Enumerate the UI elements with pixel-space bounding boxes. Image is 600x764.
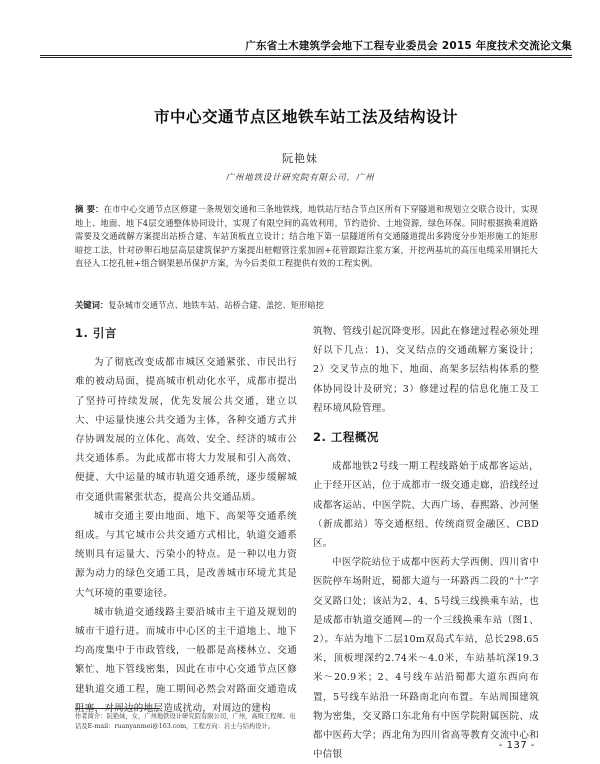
paper-title: 市中心交通节点区地铁车站工法及结构设计 [153,108,458,126]
section-heading-introduction: 1. 引言 [75,326,117,340]
section-heading-project-overview: 2. 工程概况 [313,430,379,445]
author-affiliation: 广州地铁设计研究院有限公司，广州 [225,173,375,183]
keywords-text: 复杂城市交通节点、地铁车站、站桥合建、盖挖、矩形暗挖 [108,300,324,310]
running-header: 广东省土木建筑学会地下工程专业委员会 2015 年度技术交流论文集 [245,40,572,52]
footnote-rule [75,708,160,709]
right-column [313,322,539,764]
page-number: - 137 - [498,740,535,751]
header-rule [40,55,572,58]
overview-paragraph-1: 成都地铁2号线一期工程线路始于成都客运站，止于经开区站，位于成都市一级交通走廊，沿线经过成都客运站、中医学院、大西广场、春熙路、沙河堡（新成都站）等交通枢纽、传统商贸金融区、CBD区。 [313,461,539,550]
keywords-label: 关键词： [75,300,109,310]
intro-paragraph-2: 城市交通主要由地面、地下、高架等交通系统组成。与其它城市公共交通方式相比，轨道交通系统则具有运量大、污染小的特点。是一种以电力资源为动力的绿色交通工具，是改善城市环境尤其是大气环境的重要途径。 [75,510,297,599]
overview-paragraph-2: 中医学院站位于成都中医药大学西侧、四川省中医院停车场附近，蜀都大道与一环路西二段的“十”字交叉路口处；该站为2、4、5号线三线换乘车站，也是成都市轨道交通网—的一个三线换乘车站（图1、2）。车站为地下二层10m双岛式车站，总长298.65米，顶板埋深约2.74米～4.0米，车站基坑深19.3米～20.9米；2、4号线车站沿蜀都大道东西向布置，5号线车站沿一环路南北向布置。车站周围建筑物为密集，交叉路口东北角有中医学院附属医院、成都中医药大学；西北角为四川省高等教育交流中心和中信银 [313,557,539,761]
abstract-label: 摘 要： [75,204,104,214]
abstract-block [75,203,538,271]
intro-paragraph-1: 为了彻底改变成都市城区交通紧张、市民出行难的被动局面，提高城市机动化水平，成都市提出了坚持可持续发展，优先发展公共交通，建立以大、中运量快速公共交通为主体，各种交通方式并存协调发展的立体化、高效、安全、经济的城市公共交通体系。为此成都市将大力发展和引入高效、便捷、大中运量的城市轨道交通系统，逐步缓解城市交通供需紧张状态，提高公共交通品质。 [75,357,297,503]
left-column [75,322,297,718]
abstract-text: 在市中心交通节点区修建一条规划交通和三条地铁线，地铁站厅结合节点区所有下穿隧道和规划立交联合设计，实现地上、地面、地下4层交通整体协同设计，实现了有限空间的高效利用，节约造价、土地资源，绿色环保。同时根据换乘道路需要及交通疏解方案提出站桥合建、车站顶板直立设计；结合地下第一层隧道所有交通隧道提出多跨度分步矩形施工的矩形暗挖工法，针对砂卵石地层高层建筑保护方案提出桩帽管注浆加固+花管跟踪注浆方案，开挖两基坑的高压电缆采用钢托大直径人工挖孔桩+组合钢架悬吊保护方案，为今后类似工程提供有效的工程实例。 [75,204,538,269]
keywords-block [75,299,538,312]
intro-paragraph-continued: 筑物、管线引起沉降变形。因此在修建过程必须处理好以下几点：1)、交叉结点的交通疏解方案设计；2）交叉节点的地下、地面、高架多层结构体系的整体协同设计及研究；3）修建过程的信息化施工及工程环境风险管理。 [313,326,539,414]
author-name: 阮艳妹 [282,152,318,165]
intro-paragraph-3: 城市轨道交通线路主要沿城市主干道及规划的城市干道行进。而城市中心区的主干道地上、地下均高度集中于市政管线，一般都是高楼林立、交通繁忙、地下管线密集，因此在市中心交通节点区修建轨道交通工程，施工期间必然会对路面交通造成阻塞，对周边的地层造成扰动，对周边的建构 [75,606,297,714]
author-footnote: 作者简介：阮艳妹，女，广州地铁设计研究院有限公司，广州，高级工程师。电话及E-mail：ruanyanmei@163.com，工程方向：岩土与结构设计。 [75,713,296,730]
